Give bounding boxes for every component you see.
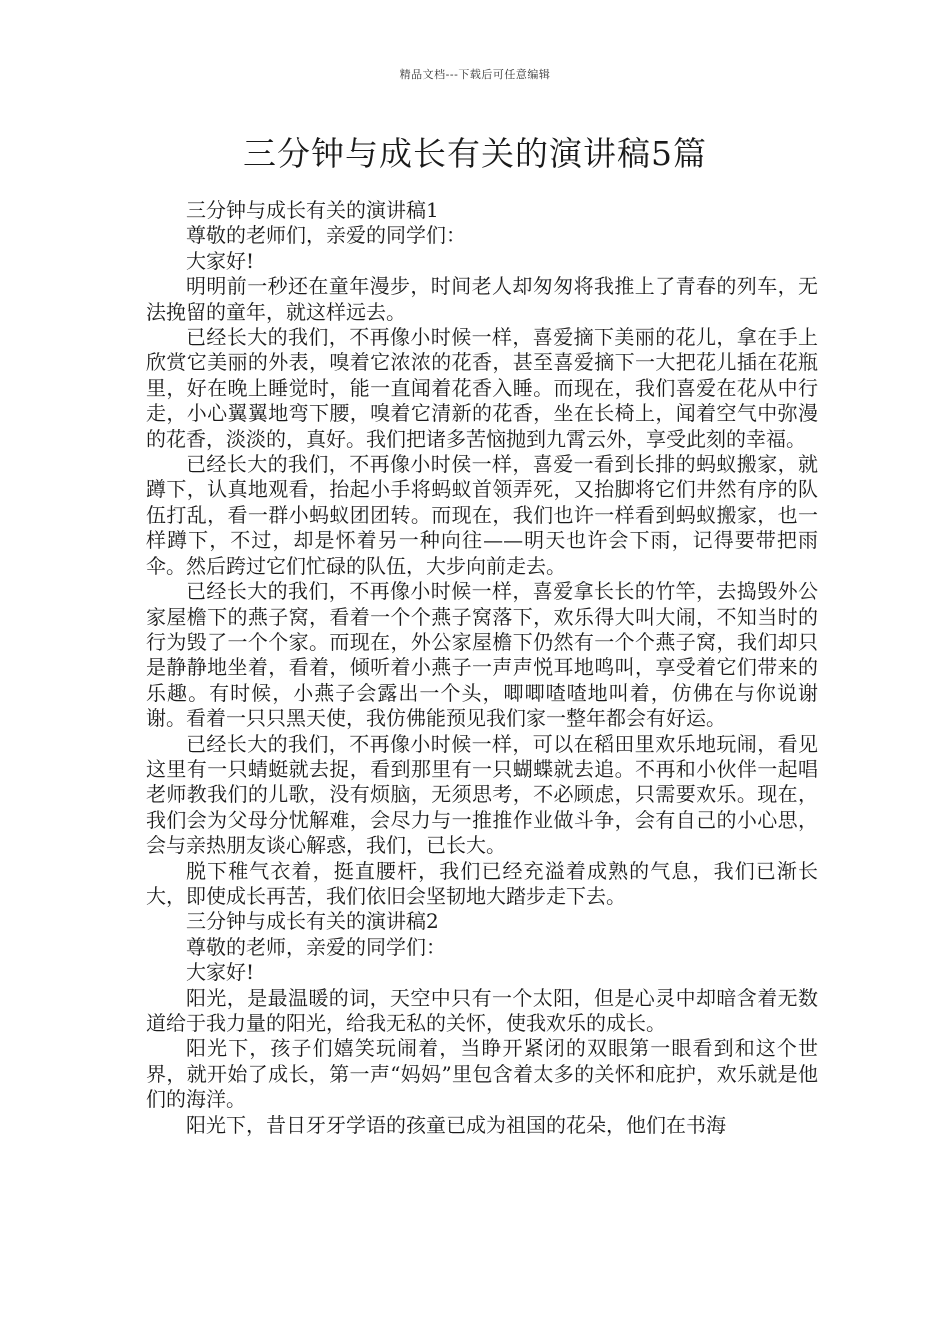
paragraph: 脱下稚气衣着，挺直腰杆，我们已经充溢着成熟的气息，我们已渐长大，即使成长再苦，我们依旧会坚韧地大踏步走下去。 [146,858,818,908]
paragraph: 已经长大的我们，不再像小时候一样，可以在稻田里欢乐地玩闹，看见这里有一只蜻蜓就去捉，看到那里有一只蝴蝶就去追。不再和小伙伴一起唱老师教我们的儿歌，没有烦脑，无须思考，不必顾虑，只需要欢乐。现在，我们会为父母分忧解难，会尽力与一推推作业做斗争，会有自己的小心思，会与亲热朋友谈心解惑，我们，已长大。 [146,731,818,858]
paragraph: 阳光下，孩子们嬉笑玩闹着，当睁开紧闭的双眼第一眼看到和这个世界，就开始了成长，第一声“妈妈”里包含着太多的关怀和庇护，欢乐就是他们的海洋。 [146,1036,818,1112]
section-heading-1: 三分钟与成长有关的演讲稿1 [186,198,439,222]
section-heading-2: 三分钟与成长有关的演讲稿2 [186,909,439,934]
paragraph: 已经长大的我们，不再像小时侯一样，喜爱一看到长排的蚂蚁搬家，就蹲下，认真地观看，抬起小手将蚂蚁首领弄死，又抬脚将它们井然有序的队伍打乱，看一群小蚂蚁团团转。而现在，我们也许一样看到蚂蚁搬家，也一样蹲下，不过，却是怀着另一种向往——明天也许会下雨，记得要带把雨伞。然后跨过它们忙碌的队伍，大步向前走去。 [146,452,818,578]
paragraph: 阳光下，昔日牙牙学语的孩童已成为祖国的花朵，他们在书海 [186,1112,726,1137]
salutation: 尊敬的老师，亲爱的同学们： [186,934,446,959]
greeting: 大家好! [186,960,255,985]
document-title: 三分钟与成长有关的演讲稿5篇 [243,134,707,173]
salutation: 尊敬的老师们，亲爱的同学们： [186,223,466,248]
greeting: 大家好! [186,248,255,273]
header-note: 精品文档---下载后可任意编辑 [399,68,551,81]
paragraph: 已经长大的我们，不再像小时候一样，喜爱拿长长的竹竿，去捣毁外公家屋檐下的燕子窝，看着一个个燕子窝落下，欢乐得大叫大闹，不知当时的行为毁了一个个家。而现在，外公家屋檐下仍然有一个个燕子窝，我们却只是静静地坐着，看着，倾听着小燕子一声声悦耳地鸣叫，享受着它们带来的乐趣。有时候，小燕子会露出一个头，唧唧喳喳地叫着，仿佛在与你说谢谢。看着一只只黑天使，我仿佛能预见我们家一整年都会有好运。 [146,579,818,731]
paragraph: 已经长大的我们，不再像小时候一样，喜爱摘下美丽的花儿，拿在手上欣赏它美丽的外表，嗅着它浓浓的花香，甚至喜爱摘下一大把花儿插在花瓶里，好在晚上睡觉时，能一直闻着花香入睡。而现在，我们喜爱在花从中行走，小心翼翼地弯下腰，嗅着它清新的花香，坐在长椅上，闻着空气中弥漫的花香，淡淡的，真好。我们把诸多苦恼抛到九霄云外，享受此刻的幸福。 [146,325,818,451]
paragraph: 阳光，是最温暖的词，天空中只有一个太阳，但是心灵中却暗含着无数道给于我力量的阳光，给我无私的关怀，使我欢乐的成长。 [146,985,818,1035]
paragraph: 明明前一秒还在童年漫步，时间老人却匆匆将我推上了青春的列车，无法挽留的童年，就这样远去。 [146,274,818,324]
document-body [146,198,818,1138]
